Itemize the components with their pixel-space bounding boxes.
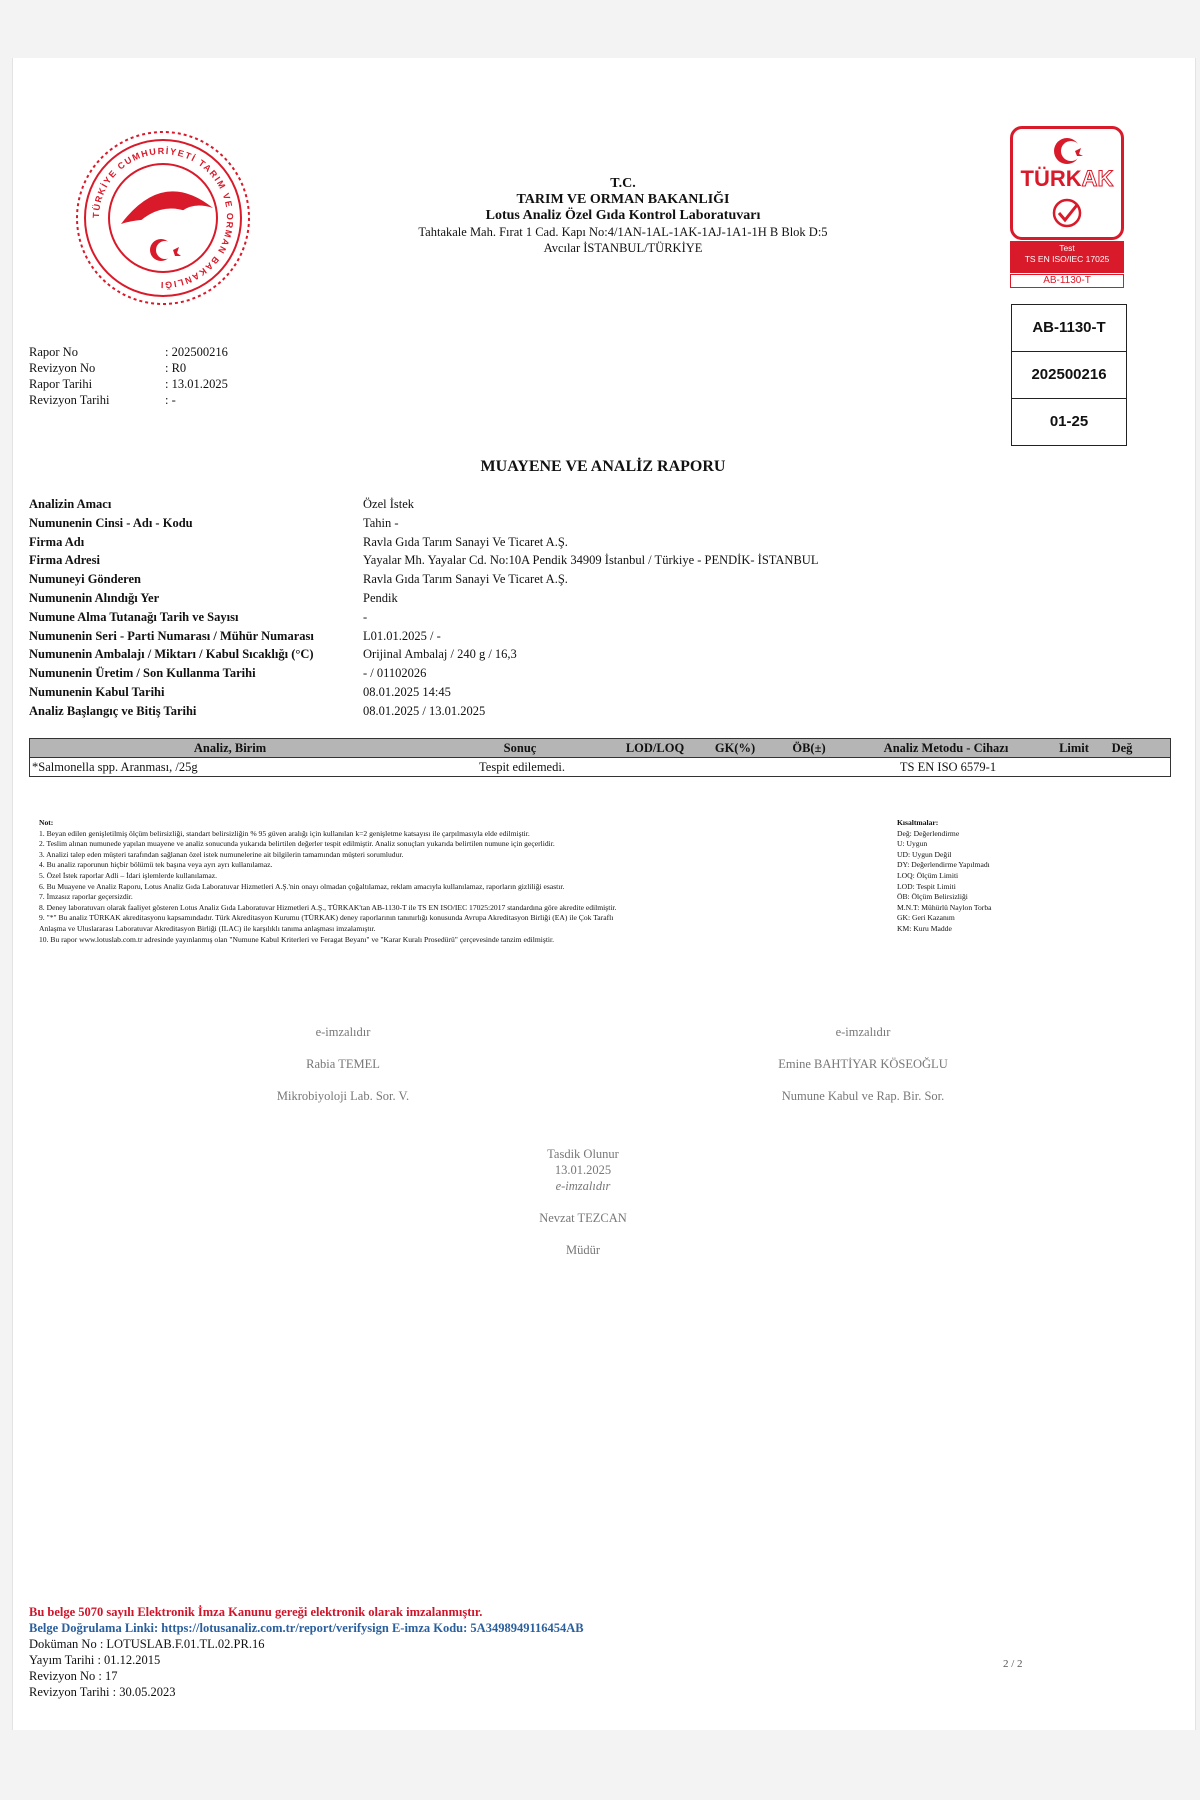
meta-row: Revizyon No : R0 [29, 361, 187, 375]
table-header-row [30, 739, 1170, 758]
signature-status: e-imzalıdır [315, 1025, 371, 1039]
abbreviation-item: LOD: Tespit Limiti [897, 881, 956, 891]
signature-name: Emine BAHTİYAR KÖSEOĞLU [778, 1057, 948, 1071]
note-item: 3. Analizi talep eden müşteri tarafından sağlanan özel istek numunelerine ait bilgilerin tamamından müşteri sorumludur. [39, 849, 404, 859]
lab-header [313, 176, 933, 256]
info-row: Numuneyi Gönderen Ravla Gıda Tarım Sanayi Ve Ticaret A.Ş. [29, 572, 568, 587]
table-header-cell: Sonuç [503, 741, 537, 755]
header-address-line2: Avcılar İSTANBUL/TÜRKİYE [543, 241, 703, 255]
abbreviation-item: DY: Değerlendirme Yapılmadı [897, 860, 990, 870]
signature-approval: Tasdik Olunur [547, 1147, 619, 1161]
table-header-cell: Analiz, Birim [193, 741, 267, 755]
table-cell [772, 758, 850, 776]
seal-ring-text: TÜRKİYE CUMHURİYETİ TARIM VE ORMAN BAKANLIĞI [90, 145, 236, 291]
table-header-cell: Limit [1059, 741, 1089, 755]
signature-right [743, 1024, 983, 1104]
table-header-cell: ÖB(±) [792, 741, 826, 755]
report-title: MUAYENE VE ANALİZ RAPORU [480, 458, 726, 475]
period-box: 01-25 [1049, 413, 1089, 430]
abbreviation-item: GK: Geri Kazanım [897, 913, 955, 923]
signature-role: Müdür [565, 1243, 601, 1257]
signature-date: 13.01.2025 [554, 1163, 612, 1177]
table-header-cell: LOD/LOQ [625, 741, 685, 755]
report-meta [29, 344, 228, 408]
results-table [29, 738, 1171, 777]
table-header-cell: Analiz Metodu - Cihazı [883, 741, 1009, 755]
abbreviations-heading: Kısaltmalar: [897, 818, 939, 827]
note-item: Anlaşma ve Uluslararası Laboratuvar Akreditasyon Birliği (ILAC) ile karşılıklı tanıma anlaşması imzalamıştır. [39, 923, 376, 933]
signature-name: Nevzat TEZCAN [539, 1211, 627, 1225]
table-cell [702, 758, 772, 776]
abbreviations-section [897, 818, 1097, 935]
table-cell [612, 758, 702, 776]
info-row: Analiz Başlangıç ve Bitiş Tarihi 08.01.2025 / 13.01.2025 [29, 703, 486, 718]
info-row: Numunenin Ambalajı / Miktarı / Kabul Sıcaklığı (°C) Orijinal Ambalaj / 240 g / 16,3 [29, 647, 517, 662]
abbreviation-item: LOQ: Ölçüm Limiti [897, 870, 959, 880]
publish-date: Yayım Tarihi : 01.12.2015 [29, 1653, 161, 1667]
meta-row: Rapor Tarihi : 13.01.2025 [29, 377, 228, 391]
note-item: 5. Özel İstek raporlar Adli – İdari işlemlerde kullanılamaz. [39, 870, 217, 880]
revision-date: Revizyon Tarihi : 30.05.2023 [29, 1685, 176, 1699]
note-item: 2. Teslim alınan numunede yapılan muayene ve analiz sonucunda yukarıda belirtilen değerler tespit edilmiştir. Analiz sonuçları yukarıda belirtilen numune için geçerlidir. [39, 839, 555, 849]
info-row: Numunenin Kabul Tarihi 08.01.2025 14:45 [29, 684, 451, 699]
document-number: Doküman No : LOTUSLAB.F.01.TL.02.PR.16 [29, 1637, 265, 1651]
meta-row: Rapor No : 202500216 [29, 345, 228, 359]
accreditation-code-box: AB-1130-T [1012, 305, 1126, 352]
table-cell [1106, 758, 1142, 776]
signature-left [213, 1024, 473, 1104]
note-item: 6. Bu Muayene ve Analiz Raporu, Lotus Analiz Gıda Laboratuvar Hizmetleri A.Ş.'nin onayı olmadan çoğaltılamaz, reklam amacıyla kullanılamaz, raporların gizliliği esastır. [39, 881, 565, 891]
sample-info [29, 495, 818, 721]
turkak-standard-strip: Test TS EN ISO/IEC 17025 [1010, 241, 1124, 273]
ministry-seal-logo [73, 128, 253, 308]
header-address-line1: Tahtakale Mah. Fırat 1 Cad. Kapı No:4/1AN-1AL-1AK-1AJ-1A1-1H B Blok D:5 [418, 225, 828, 239]
revision-number: Revizyon No : 17 [29, 1669, 118, 1683]
table-row [30, 758, 1170, 776]
abbreviation-item: ÖB: Ölçüm Belirsizliği [897, 892, 968, 902]
table-header-cell: GK(%) [714, 741, 756, 755]
meta-row: Revizyon Tarihi : - [29, 393, 176, 407]
info-row: Numunenin Seri - Parti Numarası / Mühür Numarası L01.01.2025 / - [29, 628, 441, 643]
abbreviation-item: UD: Uygun Değil [897, 849, 952, 859]
info-row: Numune Alma Tutanağı Tarih ve Sayısı - [29, 609, 368, 624]
table-header-cell: Değ [1111, 741, 1133, 755]
signature-role: Numune Kabul ve Rap. Bir. Sor. [781, 1089, 945, 1103]
note-item: 1. Beyan edilen genişletilmiş ölçüm belirsizliği, standart belirsizliğin % 95 güven aralığı için kullanılan k=2 genişletme katsayısı ile çarpılmasıyla elde edilmiştir. [39, 828, 530, 838]
header-ministry: TARIM VE ORMAN BAKANLIĞI [516, 192, 730, 207]
e-signature-notice: Bu belge 5070 sayılı Elektronik İmza Kanunu gereği elektronik olarak imzalanmıştır. [29, 1605, 483, 1619]
notes-section [39, 818, 859, 945]
accreditation-boxes [1011, 304, 1127, 446]
signature-status: e-imzalıdır [835, 1025, 891, 1039]
verification-link[interactable]: Belge Doğrulama Linki: https://lotusanaliz.com.tr/report/verifysign E-imza Kodu: 5A3498949116454AB [29, 1621, 584, 1635]
note-item: 4. Bu analiz raporunun hiçbir bölümü tek başına veya ayrı ayrı kullanılamaz. [39, 860, 273, 870]
notes-heading: Not: [39, 818, 54, 827]
page-number: 2 / 2 [1003, 1658, 1023, 1670]
info-row: Firma Adı Ravla Gıda Tarım Sanayi Ve Ticaret A.Ş. [29, 534, 568, 549]
note-item: 9. "*" Bu analiz TÜRKAK akreditasyonu kapsamındadır. Türk Akreditasyon Kurumu (TÜRKAK) deney raporlarının tanınırlığı konusunda Avrupa Akreditasyon Birliği (EA) ile Çok Taraflı [39, 913, 614, 923]
signature-role: Mikrobiyoloji Lab. Sor. V. [276, 1089, 410, 1103]
abbreviation-item: M.N.T: Mühürlü Naylon Torba [897, 902, 992, 912]
note-item: 7. İmzasız raporlar geçersizdir. [39, 892, 133, 902]
abbreviation-item: KM: Kuru Madde [897, 923, 952, 933]
turkak-logo [1010, 126, 1126, 292]
table-cell: *Salmonella spp. Aranması, /25g [32, 760, 198, 774]
report-page [12, 58, 1196, 1730]
turkak-code: AB-1130-T [1010, 274, 1124, 288]
info-row: Numunenin Üretim / Son Kullanma Tarihi - / 01102026 [29, 666, 427, 681]
signature-name: Rabia TEMEL [306, 1057, 380, 1071]
info-row: Firma Adresi Yayalar Mh. Yayalar Cd. No:10A Pendik 34909 İstanbul / Türkiye - PENDİK- İSTANBUL [29, 553, 819, 568]
table-cell [1046, 758, 1106, 776]
note-item: 8. Deney laboratuvarı olarak faaliyet gösteren Lotus Analiz Gıda Laboratuvar Hizmetleri A.Ş., TÜRKAK'tan AB-1130-T ile TS EN ISO/IEC 17025:2017 standardına göre akredite edilmiştir. [39, 902, 617, 912]
info-row: Numunenin Alındığı Yer Pendik [29, 590, 398, 605]
turkak-wordmark: TÜRKAK [1020, 166, 1114, 191]
header-tc: T.C. [610, 176, 636, 191]
document-footer [29, 1604, 584, 1700]
abbreviation-item: Değ: Değerlendirme [897, 828, 960, 838]
signature-status: e-imzalıdır [555, 1179, 611, 1193]
report-number-box: 202500216 [1012, 352, 1126, 399]
table-cell: TS EN ISO 6579-1 [899, 760, 997, 774]
header-lab-name: Lotus Analiz Özel Gıda Kontrol Laboratuvarı [485, 208, 761, 223]
signature-center [493, 1146, 673, 1258]
note-item: 10. Bu rapor www.lotuslab.com.tr adresinde yayınlanmış olan "Numune Kabul Kriterleri ve Feragat Beyanı" ve "Karar Kuralı Prosedürü" çerçevesinde tanzim edilmiştir. [39, 934, 555, 944]
info-row: Analizin Amacı Özel İstek [29, 497, 415, 511]
info-row: Numunenin Cinsi - Adı - Kodu Tahin - [29, 515, 399, 530]
abbreviation-item: U: Uygun [897, 839, 928, 849]
table-cell: Tespit edilemedi. [479, 760, 565, 774]
